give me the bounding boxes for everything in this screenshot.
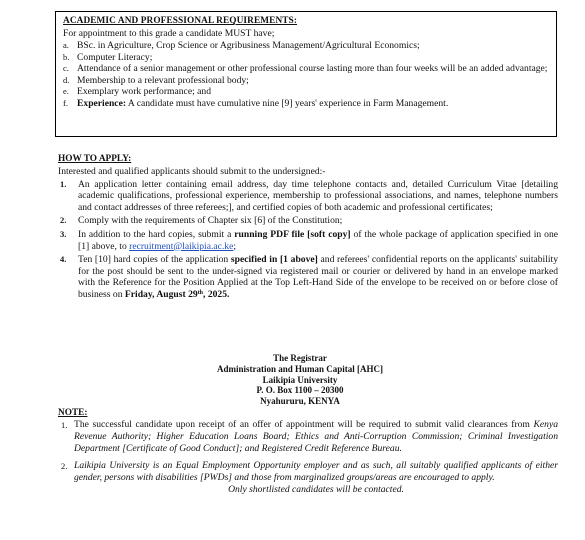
requirement-item [63, 86, 550, 98]
apply-item-text: Comply with the requirements of Chapter six [6] of the Constitution; [78, 215, 343, 227]
requirement-text: Computer Literacy; [77, 51, 153, 63]
list-marker: d. [63, 74, 70, 85]
requirement-text: BSc. in Agriculture, Crop Science or Agribusiness Management/Agricultural Economics; [77, 40, 420, 51]
clearance-bodies: Kenya Revenue Authority; Higher Education Loans Board; Ethics and Anti-Corruption Commission; Criminal Investigation Department [Certificate of Good Conduct]; and Registered Credit Reference Bureau. [74, 419, 558, 454]
equal-opportunity-statement: Laikipia University is an Equal Employment Opportunity employer and as such, all suitably qualified applicants of either gender, persons with disabilities [PWDs] and those from marginalized groups/areas are encouraged to apply. [74, 460, 558, 483]
experience-text: A candidate must have cumulative nine [9] years' experience in Farm Management. [126, 97, 449, 109]
note-item1-pre: The successful candidate upon receipt of an offer of appointment will be required to submit valid clearances from [74, 419, 534, 430]
deadline-date-year: , 2025. [203, 289, 230, 301]
apply-item3-mid: of the whole package of application specified in one [1] above, to [78, 228, 559, 252]
note-item-text [74, 460, 558, 496]
list-marker: b. [63, 51, 70, 62]
pdf-file-emphasis: running PDF file [soft copy] [234, 228, 351, 240]
note-item [58, 460, 558, 496]
requirement-text: Attendance of a senior management or other professional course lasting more than four weeks will be an added advantage; [77, 63, 548, 74]
list-marker: 1. [60, 178, 67, 189]
deadline-date-main: Friday, August 29 [124, 289, 198, 301]
requirement-item [63, 52, 550, 64]
apply-item [58, 179, 558, 214]
address-line: Laikipia University [262, 374, 338, 385]
note-item-text [74, 419, 558, 455]
requirements-box [55, 11, 557, 137]
requirements-list [63, 40, 550, 109]
list-marker: 2. [60, 215, 67, 226]
list-marker: a. [63, 40, 69, 50]
apply-item [58, 229, 558, 253]
apply-item [58, 215, 558, 227]
specified-emphasis: specified in [1 above] [230, 253, 318, 265]
list-marker: 3. [60, 228, 67, 239]
experience-label: Experience: [77, 97, 127, 109]
shortlist-notice: Only shortlisted candidates will be contacted. [228, 484, 404, 495]
requirement-text [77, 98, 550, 110]
apply-item [58, 254, 558, 301]
requirement-item [63, 98, 550, 110]
list-marker: 4. [60, 253, 67, 264]
apply-item3-post: ; [233, 240, 237, 252]
requirement-item [63, 40, 550, 52]
apply-item-text: An application letter containing email address, day time telephone contacts and, detailed Curriculum Vitae [detailing academic qualifications, professional experience, membership to professional associations, and names, telephone numbers and contact addresses of three referees;], and certified copies of both academic and professional certificates; [78, 178, 558, 214]
note-item [58, 419, 558, 455]
address-line: Nyahururu, KENYA [260, 396, 340, 407]
how-to-apply-list [58, 179, 558, 301]
list-marker: c. [63, 63, 69, 73]
requirement-item [63, 63, 550, 75]
note-heading: NOTE: [58, 408, 88, 418]
list-marker: 2. [61, 461, 68, 471]
list-marker: 1. [61, 420, 68, 430]
requirements-intro: For appointment to this grade a candidate MUST have; [63, 27, 275, 39]
list-marker: e. [63, 86, 69, 96]
apply-item-text [78, 229, 558, 253]
list-marker: f. [63, 97, 68, 108]
note-list [58, 419, 558, 496]
address-line: The Registrar [273, 353, 327, 363]
apply-item-text [78, 254, 558, 301]
requirements-heading: ACADEMIC AND PROFESSIONAL REQUIREMENTS: [63, 16, 298, 26]
address-line: Administration and Human Capital [AHC] [216, 363, 384, 374]
recruitment-email-link[interactable]: recruitment@laikipia.ac.ke [129, 240, 234, 252]
registrar-address-block [160, 353, 440, 407]
how-to-apply-section [58, 154, 558, 303]
note-section [58, 407, 558, 501]
how-to-apply-heading: HOW TO APPLY: [58, 154, 132, 164]
address-line: P. O. Box 1100 – 20300 [256, 385, 344, 396]
apply-item4-mid: and referees' confidential reports on the applicants' suitability for the post should be sent to the under-signed via registered mail or courier or delivered by hand in an envelope marked with the Reference for the Position Applied at the Top Left-Hand Side of the envelope to be received on or before close of business on [78, 253, 559, 301]
requirement-item [63, 75, 550, 87]
requirement-text: Membership to a relevant professional body; [77, 74, 249, 86]
how-to-apply-intro: Interested and qualified applicants should submit to the undersigned:- [58, 165, 326, 177]
apply-item4-pre: Ten [10] hard copies of the application [78, 253, 231, 265]
requirement-text: Exemplary work performance; and [77, 86, 211, 97]
apply-item3-pre: In addition to the hard copies, submit a [78, 228, 235, 240]
deadline-date [125, 289, 230, 300]
deadline-date-suffix: th [197, 290, 204, 297]
